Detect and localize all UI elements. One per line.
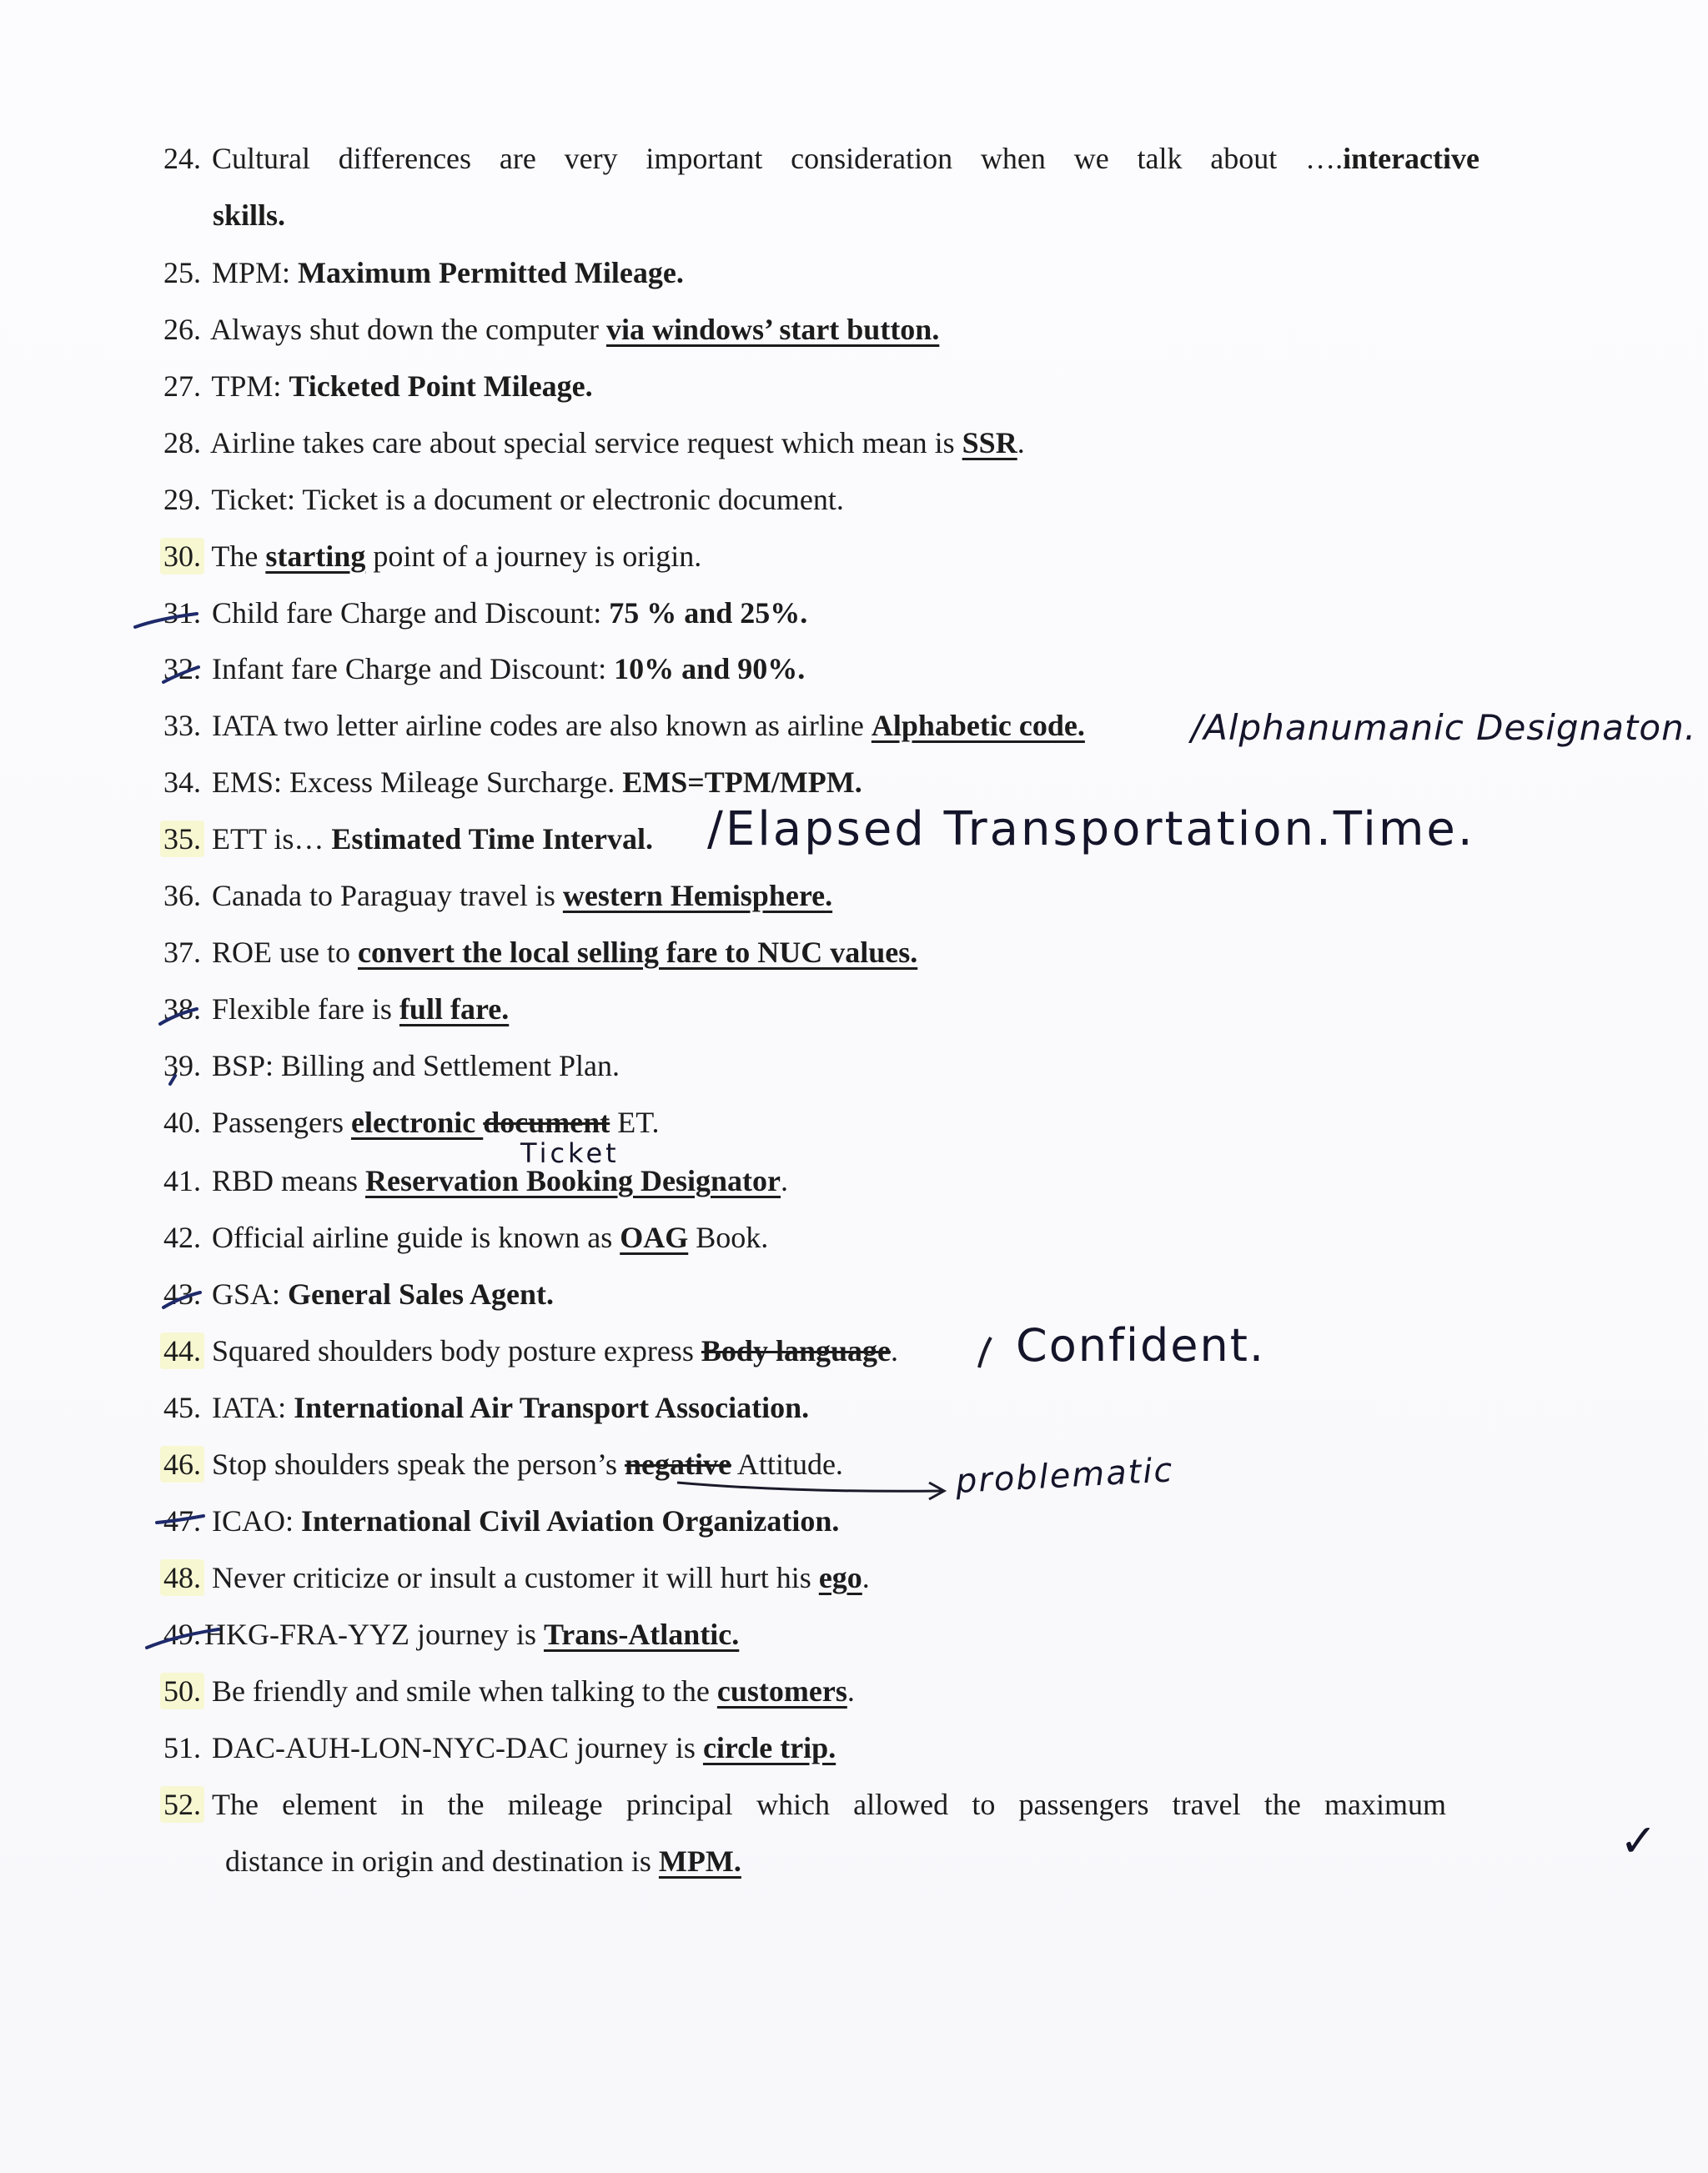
- list-item-48: 48. Never criticize or insult a customer it will hurt his ego.: [160, 1559, 1461, 1596]
- item-number: 46.: [160, 1446, 204, 1483]
- item-number: 30.: [160, 538, 204, 575]
- list-item-36: [160, 877, 1461, 914]
- answer: International Civil Aviation Organization.: [301, 1504, 840, 1538]
- list-item-50: 50. Be friendly and smile when talking to the customers.: [160, 1673, 1461, 1709]
- item-text: The: [211, 539, 266, 573]
- item-text: DAC-AUH-LON-NYC-DAC journey is: [212, 1731, 703, 1764]
- item-text: Ticket: Ticket is a document or electronic document.: [211, 483, 844, 516]
- answer: OAG: [620, 1221, 689, 1254]
- answer: MPM.: [658, 1844, 741, 1878]
- item-number: 50.: [160, 1673, 204, 1709]
- item-number: 47.: [163, 1504, 201, 1538]
- checkmark-icon: ✓: [1620, 1814, 1658, 1867]
- list-item-37: [160, 934, 1461, 971]
- answer: SSR: [962, 426, 1017, 459]
- item-number: 41.: [163, 1164, 201, 1197]
- list-item-40: 40. Passengers electronic document ET.: [160, 1104, 1461, 1141]
- item-number: 26.: [163, 313, 201, 346]
- struck-answer: Body language: [701, 1334, 891, 1368]
- item-number: 27.: [163, 369, 201, 403]
- item-text: BSP: Billing and Settlement Plan.: [212, 1049, 620, 1082]
- list-item-45: [160, 1389, 1461, 1426]
- answer: circle trip.: [702, 1731, 836, 1764]
- answer: General Sales Agent.: [288, 1277, 555, 1311]
- item-number: 52.: [160, 1786, 204, 1823]
- answer: EMS=TPM/MPM.: [622, 765, 862, 799]
- item-number: 45.: [163, 1391, 201, 1424]
- list-item-28: 28. Airline takes care about special service request which mean is SSR.: [160, 424, 1461, 461]
- item-text: Squared shoulders body posture express: [212, 1334, 701, 1368]
- item-number: 37.: [163, 936, 201, 969]
- answer: Alphabetic code.: [871, 709, 1085, 742]
- handwritten-alphanumeric-note: /Alphanumanic Designaton.: [1191, 707, 1697, 748]
- list-item-43: [160, 1276, 1461, 1312]
- list-item-38: [160, 991, 1461, 1027]
- list-item-49: [160, 1616, 1461, 1653]
- handwritten-ticket-note: Ticket: [520, 1137, 620, 1169]
- item-text: ICAO:: [204, 1504, 301, 1538]
- item-text: Stop shoulders speak the person’s: [212, 1448, 625, 1481]
- item-number: 48.: [160, 1559, 204, 1596]
- item-number: 39.: [163, 1049, 201, 1082]
- answer: Trans-Atlantic.: [543, 1618, 740, 1651]
- item-text: Cultural differences are very important consideration when we talk about ….: [212, 142, 1344, 175]
- list-item-30: 30. The starting point of a journey is origin.: [160, 538, 1461, 575]
- item-text: Infant fare Charge and Discount:: [204, 652, 615, 685]
- item-text: EMS: Excess Mileage Surcharge.: [212, 765, 623, 799]
- item-text: Never criticize or insult a customer it will hurt his: [212, 1561, 819, 1594]
- list-item-27: [160, 368, 1461, 404]
- item-number: 40.: [163, 1106, 201, 1139]
- item-text: Passengers: [212, 1106, 351, 1139]
- answer: ego: [818, 1561, 862, 1594]
- struck-answer: negative: [624, 1448, 731, 1481]
- list-item-31: [160, 595, 1461, 631]
- answer: International Air Transport Association.: [294, 1391, 810, 1424]
- answer: Ticketed Point Mileage.: [289, 369, 593, 403]
- answer: Reservation Booking Designator: [365, 1164, 781, 1197]
- list-item-24-continued: skills.: [213, 198, 286, 232]
- item-text: Canada to Paraguay travel is: [212, 879, 563, 912]
- item-number: 49.: [163, 1618, 201, 1651]
- item-text: HKG-FRA-YYZ journey is: [204, 1618, 544, 1651]
- item-number: 43.: [163, 1277, 201, 1311]
- list-item-47: [160, 1503, 1461, 1539]
- handwritten-problematic-note: problematic: [954, 1451, 1175, 1501]
- list-item-29: [160, 481, 1461, 518]
- item-number: 38.: [163, 992, 201, 1026]
- item-number: 28.: [163, 426, 201, 459]
- answer: convert the local selling fare to NUC values.: [358, 936, 918, 969]
- item-number: 25.: [163, 256, 201, 289]
- item-text: IATA:: [212, 1391, 294, 1424]
- item-number: 29.: [163, 483, 201, 516]
- list-item-32: [160, 650, 1461, 687]
- item-number: 24.: [163, 142, 201, 175]
- answer: electronic: [350, 1106, 484, 1139]
- item-text: IATA two letter airline codes are also known as airline: [212, 709, 872, 742]
- answer: starting: [265, 539, 366, 573]
- item-number: 34.: [163, 765, 201, 799]
- answer: customers: [716, 1674, 847, 1708]
- list-item-34: [160, 764, 1461, 800]
- item-number: 31.: [163, 596, 201, 630]
- answer: western Hemisphere.: [562, 879, 833, 912]
- handwritten-elapsed-note: /Elapsed Transportation.Time.: [707, 802, 1475, 856]
- item-number: 35.: [160, 821, 204, 857]
- list-item-39: [160, 1047, 1461, 1084]
- list-item-46: 46. Stop shoulders speak the person’s negative Attitude.: [160, 1446, 1461, 1483]
- list-item-44: 44. Squared shoulders body posture express Body language.: [160, 1332, 1461, 1369]
- item-number: 44.: [160, 1332, 204, 1369]
- list-item-42: 42. Official airline guide is known as OAG Book.: [160, 1219, 1461, 1256]
- list-item-26: [160, 311, 1461, 348]
- list-item-25: [160, 254, 1461, 291]
- answer: Estimated Time Interval.: [331, 822, 653, 856]
- item-number: 51.: [163, 1731, 201, 1764]
- item-text: Airline takes care about special service request which mean is: [210, 426, 962, 459]
- answer: Maximum Permitted Mileage.: [298, 256, 684, 289]
- answer: full fare.: [399, 992, 510, 1026]
- item-number: 36.: [163, 879, 201, 912]
- handwritten-confident-note: Confident.: [1016, 1319, 1266, 1372]
- list-item-41: 41. RBD means Reservation Booking Designator.: [160, 1162, 1461, 1199]
- item-text: Child fare Charge and Discount:: [204, 596, 610, 630]
- item-text: ROE use to: [212, 936, 358, 969]
- list-item-52: [160, 1786, 1461, 1823]
- item-text: RBD means: [212, 1164, 365, 1197]
- item-text: Official airline guide is known as: [212, 1221, 620, 1254]
- item-text: TPM:: [211, 369, 289, 403]
- item-text: Always shut down the computer: [210, 313, 606, 346]
- struck-word: document: [483, 1106, 610, 1139]
- item-text: Flexible fare is: [212, 992, 399, 1026]
- list-item-51: [160, 1729, 1461, 1766]
- list-item-24: [160, 140, 1479, 177]
- answer: via windows’ start button.: [605, 313, 940, 346]
- item-text: The element in the mileage principal which allowed to passengers travel the maximum: [212, 1788, 1446, 1821]
- item-text: Be friendly and smile when talking to the: [212, 1674, 717, 1708]
- answer: 10% and 90%.: [614, 652, 806, 685]
- item-number: 33.: [163, 709, 201, 742]
- answer: interactive: [1343, 142, 1479, 175]
- item-number: 42.: [163, 1221, 201, 1254]
- item-text: ETT is…: [212, 822, 332, 856]
- item-text: GSA:: [204, 1277, 289, 1311]
- item-text: MPM:: [212, 256, 299, 289]
- item-number: 32.: [163, 652, 201, 685]
- answer: 75 % and 25%.: [609, 596, 808, 630]
- list-item-52-continued: distance in origin and destination is MPM.: [225, 1844, 741, 1878]
